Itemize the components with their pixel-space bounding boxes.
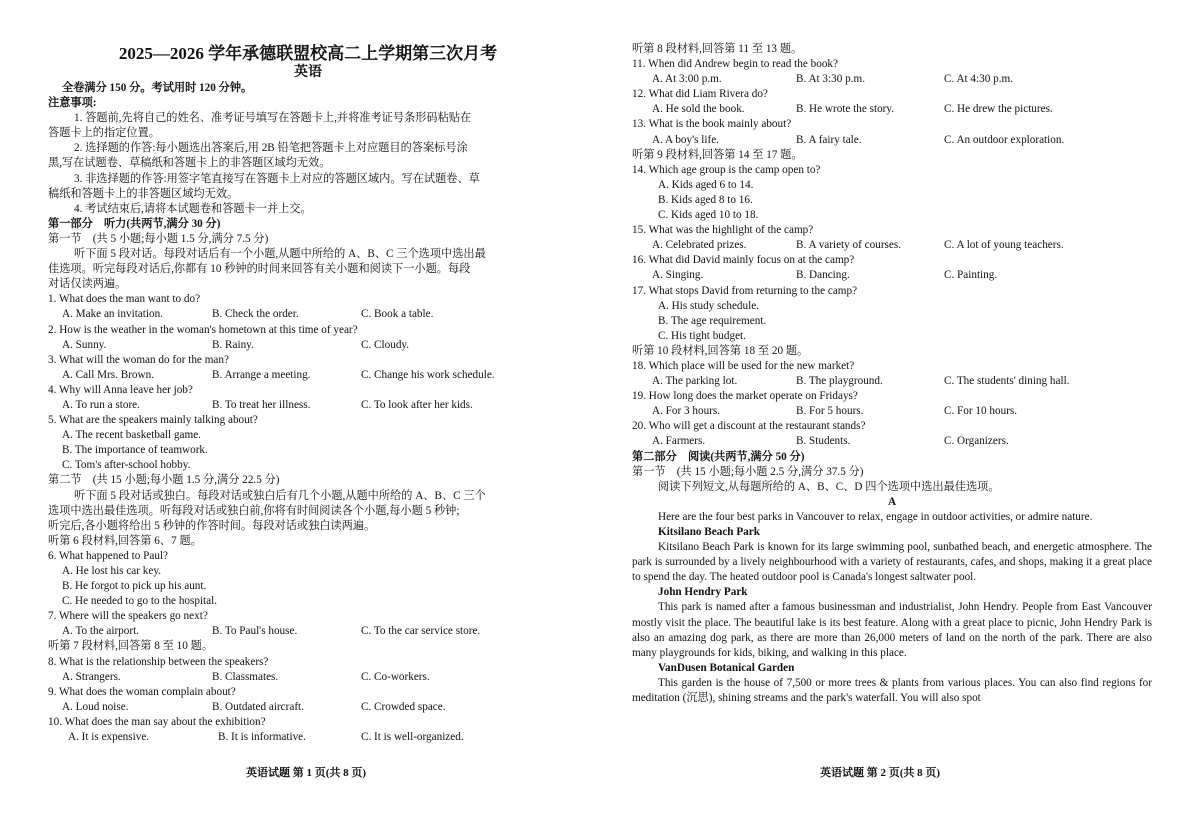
- option-c: C. He needed to go to the hospital.: [62, 595, 218, 608]
- option-b: B. It is informative.: [218, 731, 306, 744]
- material-label: 听第 9 段材料,回答第 14 至 17 题。: [632, 148, 803, 161]
- question-options: [632, 434, 1152, 449]
- option-a: A. Strangers.: [62, 670, 121, 683]
- question-options: [632, 404, 1152, 419]
- score-info: 全卷满分 150 分。考试用时 120 分钟。: [62, 82, 253, 94]
- option-a: A. His study schedule.: [658, 299, 759, 312]
- question-stem: 19. How long does the market operate on Fridays?: [632, 390, 858, 403]
- option-b: B. To Paul's house.: [212, 625, 298, 638]
- material-label: 听第 6 段材料,回答第 6、7 题。: [48, 534, 202, 547]
- question-stem: 11. When did Andrew begin to read the book?: [632, 58, 838, 71]
- option-a: A. Celebrated prizes.: [652, 239, 747, 252]
- park-name-kitsilano: Kitsilano Beach Park: [658, 526, 760, 538]
- option-b: B. Students.: [796, 435, 851, 448]
- question-options: [632, 102, 1152, 117]
- option-b: B. For 5 hours.: [796, 405, 864, 418]
- park-description-kitsilano: Kitsilano Beach Park is known for its large swimming pool, sunbathed beach, and energetic atmosphere. The park is surrounded by a lively neighbourhood with a variety of restaurants, cafes, and shops, making it a great place to spend the day. The heated outdoor pool is Canada's longest saltwater pool.: [632, 541, 1152, 584]
- question-stem: 4. Why will Anna leave her job?: [48, 383, 193, 396]
- option-a: A. The recent basketball game.: [62, 429, 201, 442]
- note-line: 4. 考试结束后,请将本试题卷和答题卡一并上交。: [74, 202, 312, 215]
- note-line: 2. 选择题的作答:每小题选出答案后,用 2B 铅笔把答题卡上对应题目的答案标号涂: [74, 142, 468, 155]
- option-c: C. He drew the pictures.: [944, 103, 1053, 116]
- option-b: B. He forgot to pick up his aunt.: [62, 580, 207, 593]
- option-a: A. To the airport.: [62, 625, 139, 638]
- note-line: 稿纸和答题卡上的非答题区域均无效。: [48, 187, 239, 200]
- option-c: C. Book a table.: [361, 308, 434, 321]
- option-c: C. It is well-organized.: [361, 731, 464, 744]
- question-stem: 3. What will the woman do for the man?: [48, 353, 229, 366]
- option-a: A. Loud noise.: [62, 700, 129, 713]
- option-c: C. The students' dining hall.: [944, 375, 1070, 388]
- question-stem: 7. Where will the speakers go next?: [48, 610, 208, 623]
- option-b: B. Outdated aircraft.: [212, 700, 304, 713]
- question-stem: 2. How is the weather in the woman's hometown at this time of year?: [48, 323, 358, 336]
- question-options: [632, 72, 1152, 87]
- question-stem: 5. What are the speakers mainly talking about?: [48, 414, 258, 427]
- park-description-john-hendry: This park is named after a famous businessman and industrialist, John Hendry. People from East Vancouver mostly visit the place. The beautiful lake is its best feature. Along with a great place to picnic, John Hendry Park is also an amazing dog park, as there are more than 26,000 meters of land on the north of the park. There are also many playgrounds for kids, biking, and walking in this place.: [632, 601, 1152, 659]
- question-stem: 16. What did David mainly focus on at the camp?: [632, 254, 855, 267]
- page-2-column: [632, 42, 1152, 706]
- option-a: A. It is expensive.: [68, 731, 150, 744]
- park-name-vandusen: VanDusen Botanical Garden: [658, 661, 795, 674]
- option-b: B. Arrange a meeting.: [212, 368, 311, 381]
- option-b: B. Dancing.: [796, 269, 850, 282]
- option-c: C. To look after her kids.: [361, 398, 473, 411]
- option-b: B. Kids aged 8 to 16.: [658, 193, 753, 206]
- option-a: A. Farmers.: [652, 435, 706, 448]
- option-a: A. Sunny.: [62, 338, 107, 351]
- option-a: A. Singing.: [652, 269, 704, 282]
- question-stem: 14. Which age group is the camp open to?: [632, 163, 821, 176]
- option-b: B. The importance of teamwork.: [62, 444, 208, 457]
- question-options: [48, 670, 568, 685]
- exam-title: 2025—2026 学年承德联盟校高二上学期第三次月考: [118, 44, 498, 63]
- material-label: 听第 7 段材料,回答第 8 至 10 题。: [48, 640, 214, 653]
- part2-sec1-heading: 第一节 (共 15 小题;每小题 2.5 分,满分 37.5 分): [632, 465, 864, 478]
- option-b: B. He wrote the story.: [796, 103, 895, 116]
- instruction-line: 佳选项。听完每段对话后,你都有 10 秒钟的时间来回答有关小题和阅读下一小题。每段: [48, 263, 471, 276]
- question-options: [632, 238, 1152, 253]
- option-c: C. To the car service store.: [361, 625, 481, 638]
- notes-heading: 注意事项:: [48, 97, 97, 110]
- option-c: C. Cloudy.: [361, 338, 410, 351]
- note-line: 3. 非选择题的作答:用签字笔直接写在答题卡上对应的答题区域内。写在试题卷、草: [74, 172, 480, 185]
- question-options: [48, 307, 568, 322]
- option-a: A. Kids aged 6 to 14.: [658, 178, 754, 191]
- instruction-line: 选项中选出最佳选项。听每段对话或独白前,你将有时间阅读各个小题,每小题 5 秒钟;: [48, 504, 460, 517]
- option-a: A. A boy's life.: [652, 133, 719, 146]
- option-c: C. Co-workers.: [361, 670, 430, 683]
- page-footer-right: 英语试题 第 2 页(共 8 页): [820, 767, 941, 779]
- option-c: C. His tight budget.: [658, 329, 746, 342]
- park-description-vandusen: This garden is the house of 7,500 or more trees & plants from various places. You can also find regions for meditation (沉思), shining streams and the park's waterfall. You will also spot: [632, 676, 1152, 705]
- option-c: C. Painting.: [944, 269, 998, 282]
- instruction-line: 听完后,各小题将给出 5 秒钟的作答时间。每段对话或独白读两遍。: [48, 519, 376, 532]
- question-stem: 6. What happened to Paul?: [48, 549, 169, 562]
- part1-sec2-heading: 第二节 (共 15 小题;每小题 1.5 分,满分 22.5 分): [48, 474, 280, 487]
- page-1-column: [48, 44, 568, 745]
- option-a: A. The parking lot.: [652, 375, 738, 388]
- option-b: B. To treat her illness.: [212, 398, 311, 411]
- option-a: A. He sold the book.: [652, 103, 745, 116]
- question-options: [48, 368, 568, 383]
- instruction-line: 对话仅读两遍。: [48, 278, 127, 291]
- reading-instruction: 阅读下列短文,从每题所给的 A、B、C、D 四个选项中选出最佳选项。: [658, 480, 1000, 493]
- option-c: C. At 4:30 p.m.: [944, 73, 1013, 86]
- option-a: A. Make an invitation.: [62, 308, 163, 321]
- page-footer-left: 英语试题 第 1 页(共 8 页): [246, 767, 367, 779]
- material-label: 听第 10 段材料,回答第 18 至 20 题。: [632, 344, 809, 357]
- option-b: B. A fairy tale.: [796, 133, 862, 146]
- option-c: C. Tom's after-school hobby.: [62, 459, 191, 472]
- part2-heading: 第二部分 阅读(共两节,满分 50 分): [632, 450, 805, 463]
- question-stem: 10. What does the man say about the exhibition?: [48, 715, 266, 728]
- question-options: [632, 268, 1152, 283]
- option-c: C. Kids aged 10 to 18.: [658, 209, 759, 222]
- question-stem: 12. What did Liam Rivera do?: [632, 88, 768, 101]
- option-b: B. At 3:30 p.m.: [796, 73, 865, 86]
- option-a: A. At 3:00 p.m.: [652, 73, 722, 86]
- instruction-line: 听下面 5 段对话或独白。每段对话或独白后有几个小题,从题中所给的 A、B、C 三个: [74, 489, 486, 502]
- question-options: [48, 398, 568, 413]
- question-options: [48, 624, 568, 639]
- question-options: [48, 730, 568, 745]
- option-b: B. A variety of courses.: [796, 239, 902, 252]
- note-line: 1. 答题前,先将自己的姓名、准考证号填写在答题卡上,并将准考证号条形码粘贴在: [74, 112, 472, 125]
- question-options: [632, 374, 1152, 389]
- option-a: A. He lost his car key.: [62, 565, 162, 577]
- question-options: [48, 338, 568, 353]
- option-b: B. The playground.: [796, 375, 883, 388]
- material-label: 听第 8 段材料,回答第 11 至 13 题。: [632, 43, 803, 55]
- park-name-john-hendry: John Hendry Park: [658, 586, 748, 599]
- option-c: C. A lot of young teachers.: [944, 239, 1064, 252]
- note-line: 答题卡上的指定位置。: [48, 127, 160, 140]
- question-stem: 1. What does the man want to do?: [48, 293, 201, 306]
- question-stem: 9. What does the woman complain about?: [48, 685, 236, 698]
- question-stem: 13. What is the book mainly about?: [632, 118, 792, 131]
- option-a: A. For 3 hours.: [652, 405, 721, 418]
- option-a: A. Call Mrs. Brown.: [62, 368, 154, 381]
- question-stem: 17. What stops David from returning to the camp?: [632, 284, 858, 297]
- option-a: A. To run a store.: [62, 398, 140, 411]
- question-options: [632, 133, 1152, 148]
- question-stem: 18. Which place will be used for the new market?: [632, 359, 855, 372]
- part1-sec1-heading: 第一节 (共 5 小题;每小题 1.5 分,满分 7.5 分): [48, 232, 269, 245]
- note-line: 黑,写在试题卷、草稿纸和答题卡上的非答题区域均无效。: [48, 157, 331, 170]
- option-c: C. Organizers.: [944, 435, 1009, 448]
- question-stem: 15. What was the highlight of the camp?: [632, 224, 814, 237]
- question-stem: 8. What is the relationship between the speakers?: [48, 655, 269, 668]
- option-b: B. Rainy.: [212, 338, 254, 351]
- instruction-line: 听下面 5 段对话。每段对话后有一个小题,从题中所给的 A、B、C 三个选项中选出最: [74, 248, 486, 261]
- exam-subject: 英语: [294, 65, 322, 80]
- passage-label: A: [887, 495, 897, 508]
- question-options: [48, 700, 568, 715]
- option-c: C. Crowded space.: [361, 700, 446, 713]
- part1-heading: 第一部分 听力(共两节,满分 30 分): [48, 217, 221, 230]
- option-b: B. Classmates.: [212, 670, 279, 683]
- passage-intro: Here are the four best parks in Vancouver to relax, engage in outdoor activities, or admire nature.: [658, 510, 1093, 523]
- question-stem: 20. Who will get a discount at the restaurant stands?: [632, 420, 866, 433]
- option-c: C. An outdoor exploration.: [944, 133, 1065, 146]
- option-b: B. The age requirement.: [658, 314, 767, 327]
- option-c: C. Change his work schedule.: [361, 368, 495, 381]
- option-c: C. For 10 hours.: [944, 405, 1018, 418]
- option-b: B. Check the order.: [212, 308, 299, 321]
